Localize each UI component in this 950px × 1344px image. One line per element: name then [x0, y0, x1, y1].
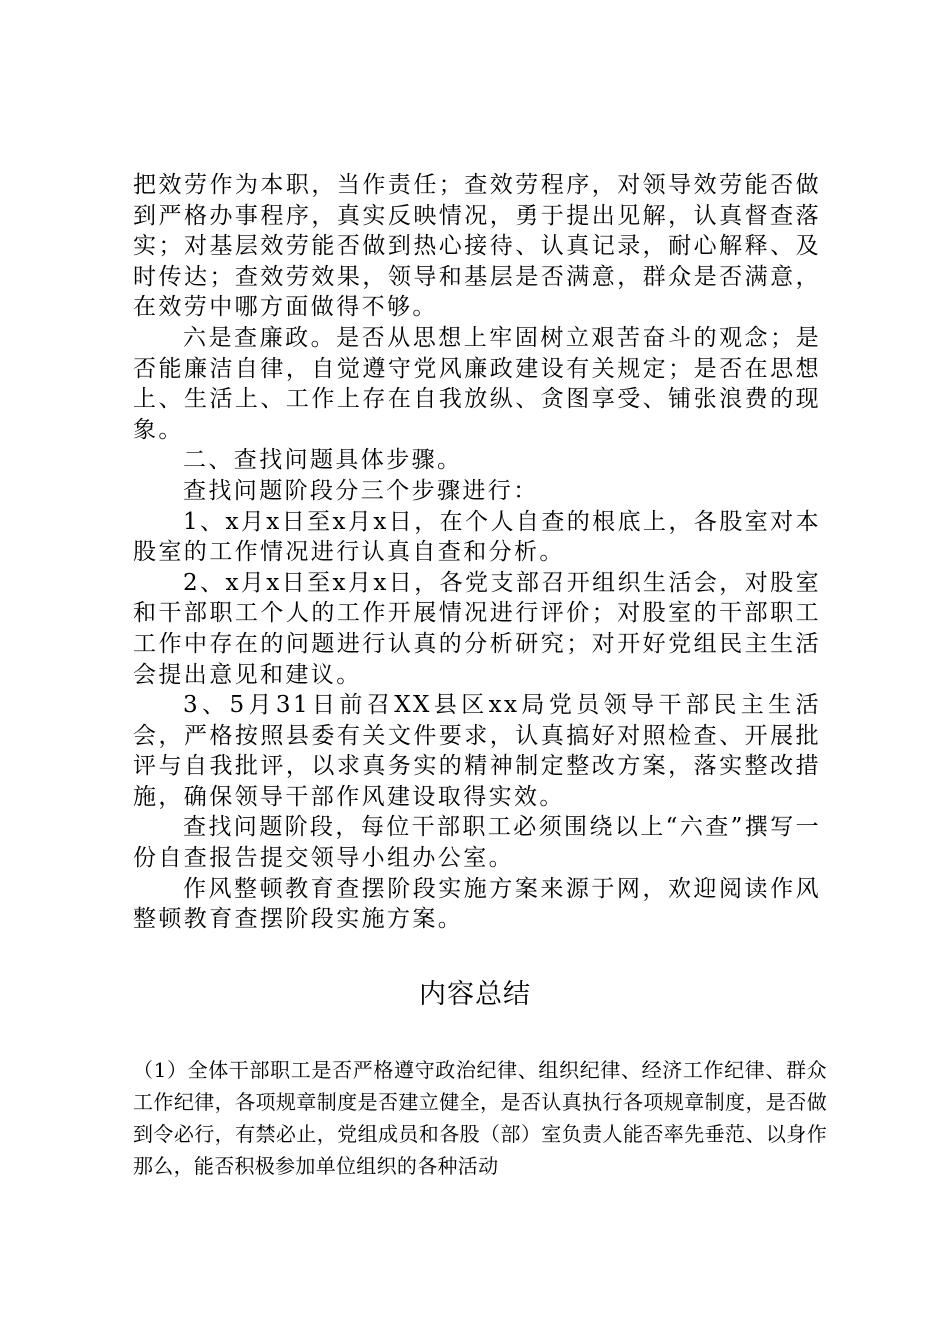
paragraph-integrity-check: 六是查廉政。是否从思想上牢固树立艰苦奋斗的观念；是否能廉洁自律，自觉遵守党风廉政建设有关规定；是否在思想上、生活上、工作上存在自我放纵、贪图享受、铺张浪费的现象。 [133, 324, 821, 443]
summary-text: （1）全体干部职工是否严格遵守政治纪律、组织纪律、经济工作纪律、群众工作纪律，各项规章制度是否建立健全，是否认真执行各项规章制度，是否做到令必行，有禁必止，党组成员和各股（部）室负责人能否率先垂范、以身作那么，能否积极参加单位组织的各种活动 [133, 1058, 827, 1178]
body-text [133, 170, 821, 935]
paragraph-step-2: 2、x月x日至x月x日，各党支部召开组织生活会，对股室和干部职工个人的工作开展情况进行评价；对股室的干部职工工作中存在的问题进行认真的分析研究；对开好党组民主生活会提出意见和建议。 [133, 569, 821, 688]
paragraph-service-continuation: 把效劳作为本职，当作责任；查效劳程序，对领导效劳能否做到严格办事程序，真实反映情况，勇于提出见解，认真督查落实；对基层效劳能否做到热心接待、认真记录，耐心解释、及时传达；查效劳效果，领导和基层是否满意，群众是否满意，在效劳中哪方面做得不够。 [133, 172, 821, 321]
summary-heading: 内容总结 [419, 979, 531, 1010]
paragraph-steps-intro: 查找问题阶段分三个步骤进行： [183, 477, 539, 504]
paragraph-step-3: 3、5月31日前召XX县区xx局党员领导干部民主生活会，严格按照县委有关文件要求，认真搞好对照检查、开展批评与自我批评，以求真务实的精神制定整改方案，落实整改措施，确保领导干部作风建设取得实效。 [133, 692, 821, 810]
paragraph-self-report: 查找问题阶段，每位干部职工必须围绕以上“六查”撰写一份自查报告提交领导小组办公室。 [133, 814, 821, 872]
section-heading-steps: 二、查找问题具体步骤。 [183, 447, 463, 474]
paragraph-source-note: 作风整顿教育查摆阶段实施方案来源于网，欢迎阅读作风整顿教育查摆阶段实施方案。 [133, 875, 821, 933]
paragraph-step-1: 1、x月x日至x月x日，在个人自查的根底上，各股室对本股室的工作情况进行认真自查和分析。 [133, 508, 821, 566]
